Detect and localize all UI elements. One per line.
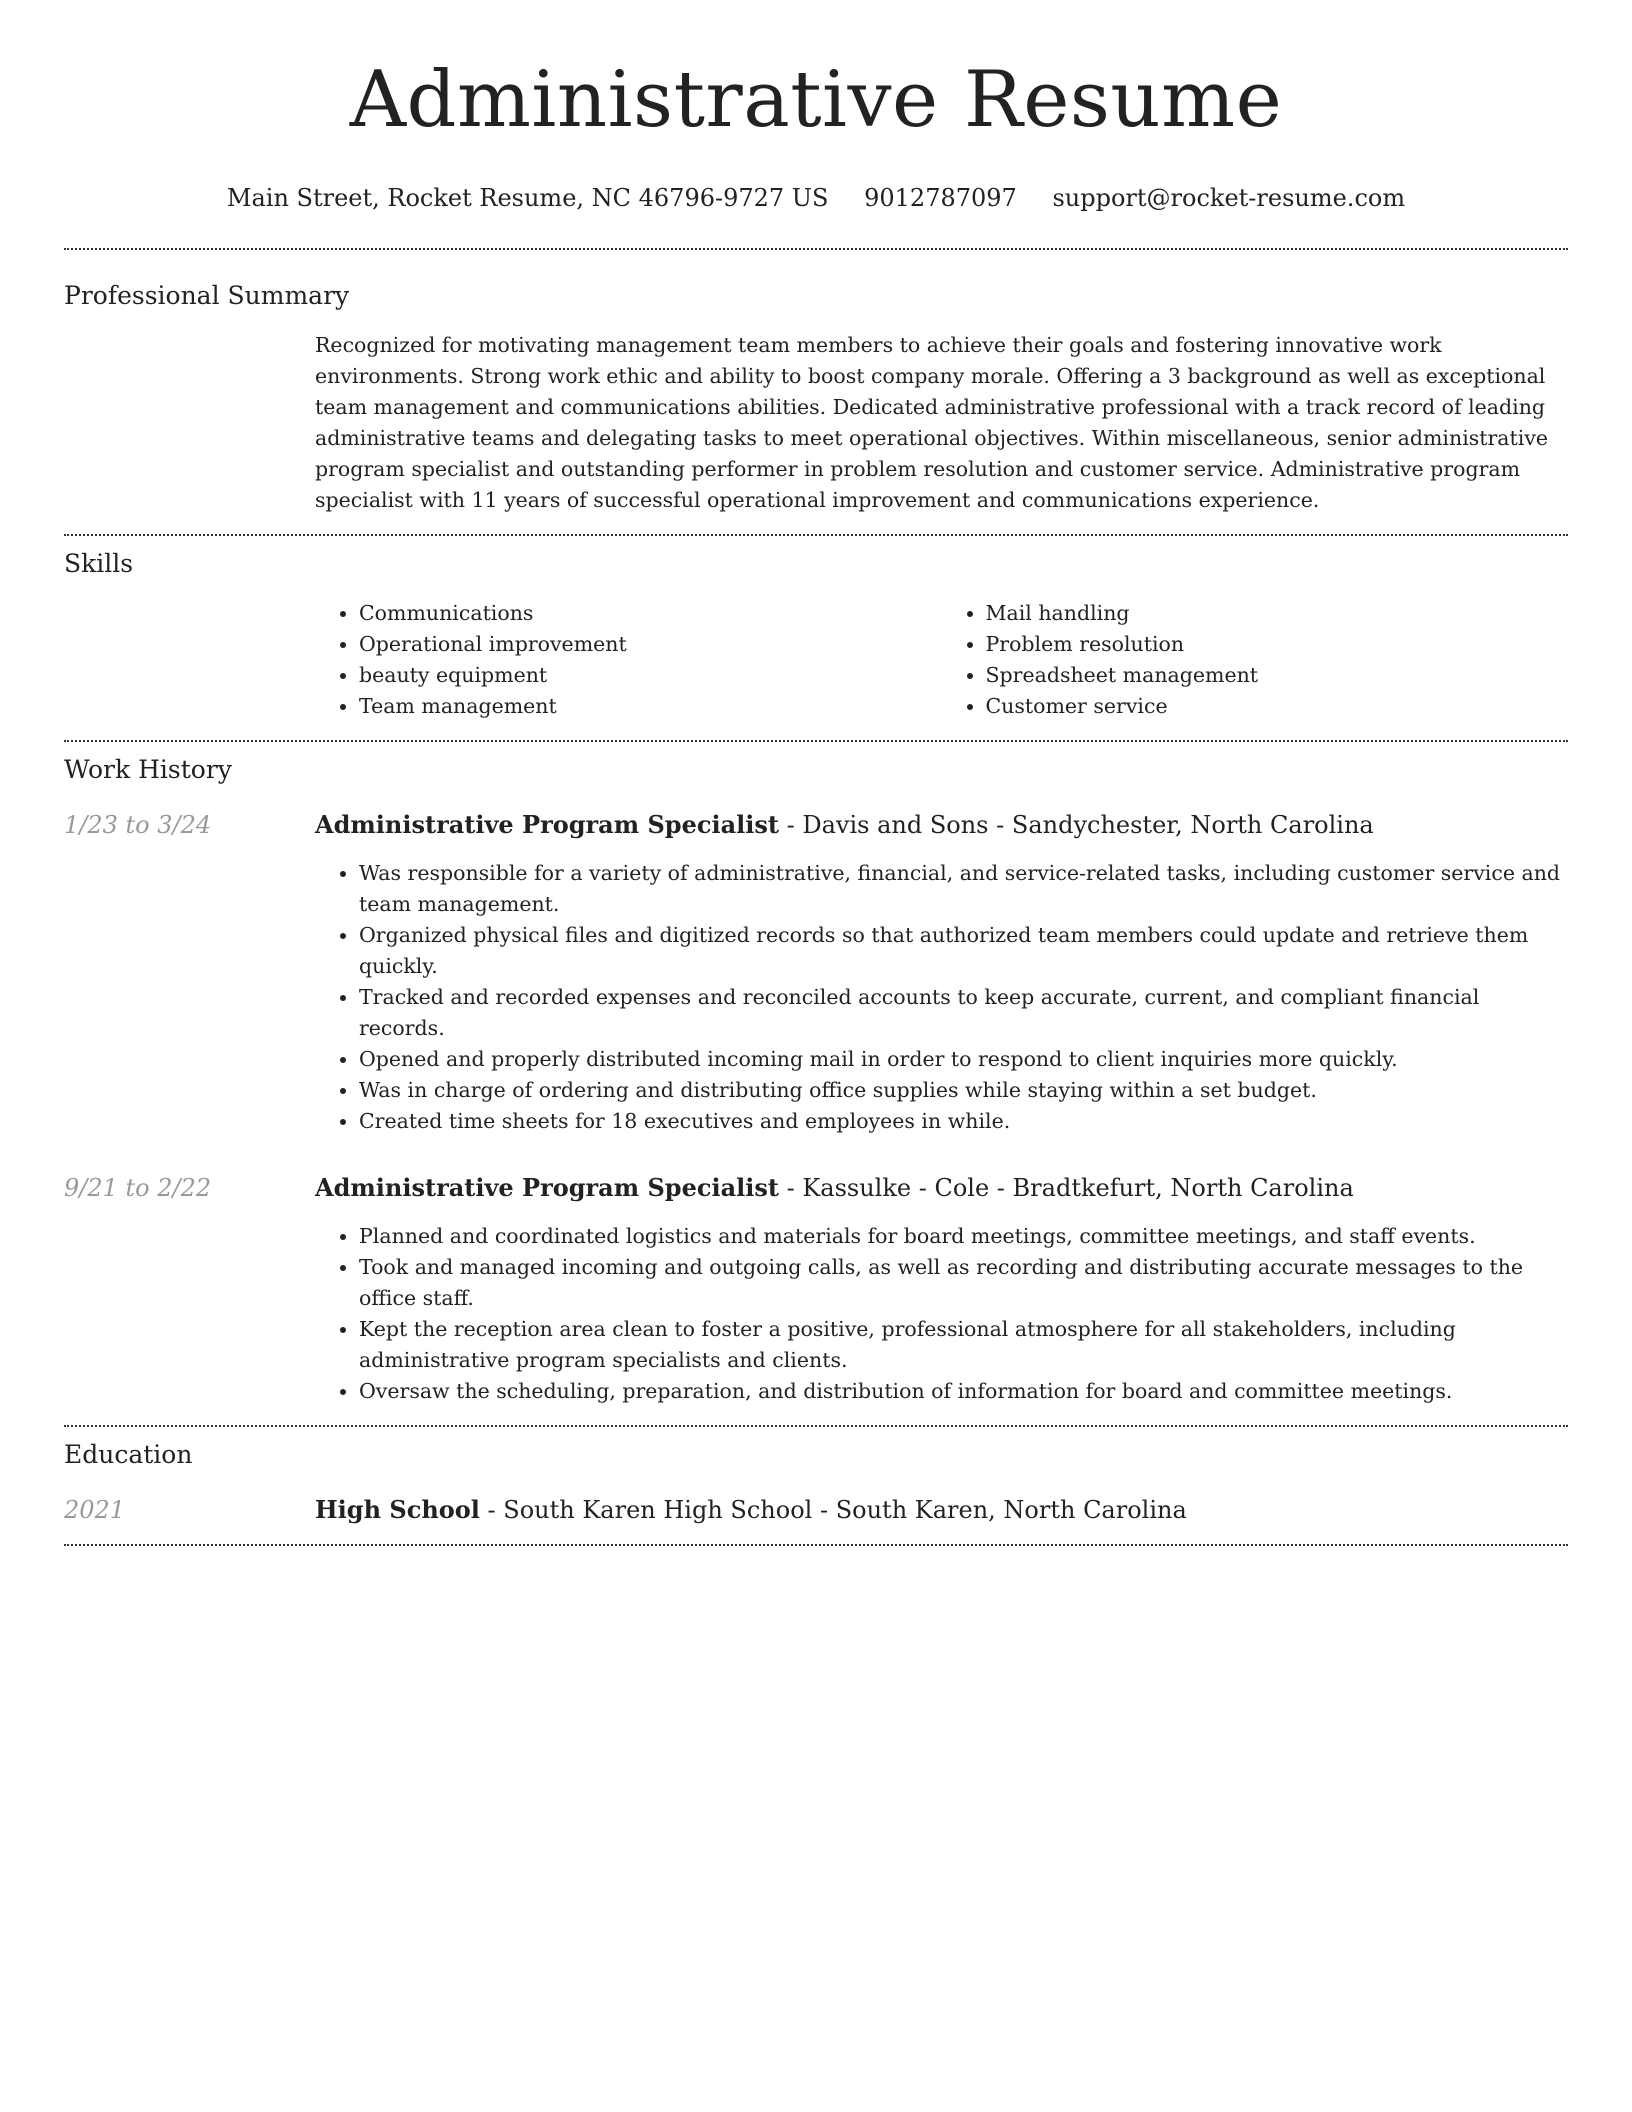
- job-bullet: • Kept the reception area clean to foster a positive, professional atmosphere for all stakeholders, including administrative program specialists and clients.: [359, 1314, 1568, 1376]
- education-year: 2021: [64, 1496, 126, 1524]
- summary-text: Recognized for motivating management team members to achieve their goals and fostering innovative work environments. Strong work ethic and ability to boost company morale. Offering a 3 background as well as exceptional team management and communications abilities. Dedicated administrative professional with a track record of leading administrative teams and delegating tasks to meet operational objectives. Within miscellaneous, senior administrative program specialist and outstanding performer in problem resolution and customer service. Administrative program specialist with 11 years of successful operational improvement and communications experience.: [315, 333, 1549, 512]
- summary-heading: Professional Summary: [64, 281, 350, 310]
- education-heading-line: High School - South Karen High School - South Karen, North Carolina: [315, 1495, 1187, 1524]
- education-entry: [64, 1494, 1568, 1526]
- job-bullet: • Oversaw the scheduling, preparation, and distribution of information for board and committee meetings.: [359, 1376, 1568, 1407]
- section-divider: [64, 1544, 1568, 1546]
- job-entry: [64, 809, 1568, 1137]
- skills-section: [64, 536, 1568, 722]
- skills-list-left: [315, 598, 942, 722]
- skill-item: • Customer service: [986, 691, 1569, 722]
- job-bullet: • Was responsible for a variety of administrative, financial, and service-related tasks, including customer service and team management.: [359, 858, 1568, 920]
- job-dates: 1/23 to 3/24: [64, 811, 212, 839]
- job-bullets: [315, 1221, 1568, 1407]
- resume-title: Administrative Resume: [349, 55, 1283, 145]
- job-company: Davis and Sons: [802, 811, 989, 839]
- job-company: Kassulke - Cole: [802, 1174, 990, 1202]
- job-dates: 9/21 to 2/22: [64, 1174, 212, 1202]
- job-bullet: • Created time sheets for 18 executives and employees in while.: [359, 1106, 1568, 1137]
- contact-line: [64, 182, 1568, 214]
- education-location: South Karen, North Carolina: [835, 1496, 1187, 1524]
- job-bullets: [315, 858, 1568, 1137]
- job-bullet: • Opened and properly distributed incoming mail in order to respond to client inquiries more quickly.: [359, 1044, 1568, 1075]
- skill-item: • Operational improvement: [359, 629, 942, 660]
- contact-email: support@rocket-resume.com: [1052, 184, 1406, 212]
- job-bullet: • Tracked and recorded expenses and reconciled accounts to keep accurate, current, and compliant financial records.: [359, 982, 1568, 1044]
- job-heading: Administrative Program Specialist - Davis and Sons - Sandychester, North Carolina: [315, 810, 1374, 839]
- skills-list-right: [942, 598, 1569, 722]
- skill-item: • Spreadsheet management: [986, 660, 1569, 691]
- contact-phone: 9012787097: [864, 184, 1017, 212]
- job-heading: Administrative Program Specialist - Kassulke - Cole - Bradtkefurt, North Carolina: [315, 1173, 1354, 1202]
- education-section: [64, 1427, 1568, 1526]
- job-location: Sandychester, North Carolina: [1011, 811, 1374, 839]
- skill-item: • Mail handling: [986, 598, 1569, 629]
- contact-address: Main Street, Rocket Resume, NC 46796-9727 US: [226, 184, 829, 212]
- summary-section: [64, 250, 1568, 516]
- education-school: South Karen High School: [503, 1496, 813, 1524]
- job-location: Bradtkefurt, North Carolina: [1012, 1174, 1354, 1202]
- skill-item: • Team management: [359, 691, 942, 722]
- job-role: Administrative Program Specialist: [315, 1173, 779, 1202]
- work-history-heading: Work History: [64, 755, 232, 784]
- job-entry: [64, 1172, 1568, 1407]
- job-role: Administrative Program Specialist: [315, 810, 779, 839]
- skill-item: • Communications: [359, 598, 942, 629]
- skill-item: • beauty equipment: [359, 660, 942, 691]
- education-degree: High School: [315, 1495, 480, 1524]
- job-bullet: • Organized physical files and digitized records so that authorized team members could update and retrieve them quickly.: [359, 920, 1568, 982]
- skill-item: • Problem resolution: [986, 629, 1569, 660]
- skills-heading: Skills: [64, 549, 134, 578]
- job-bullet: • Planned and coordinated logistics and materials for board meetings, committee meetings, and staff events.: [359, 1221, 1568, 1252]
- job-bullet: • Took and managed incoming and outgoing calls, as well as recording and distributing accurate messages to the office staff.: [359, 1252, 1568, 1314]
- education-heading: Education: [64, 1440, 193, 1469]
- job-bullet: • Was in charge of ordering and distributing office supplies while staying within a set budget.: [359, 1075, 1568, 1106]
- work-history-section: [64, 742, 1568, 1407]
